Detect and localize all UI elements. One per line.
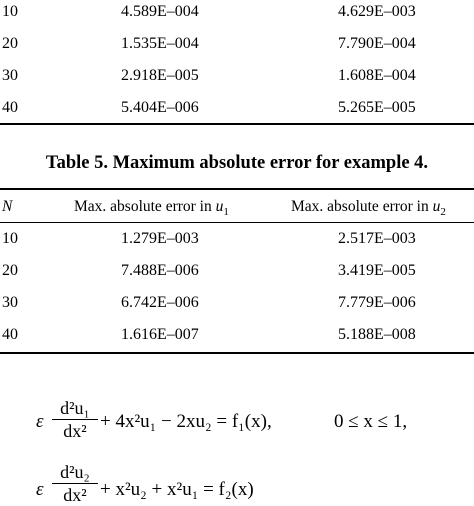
t4-r2-n: 20 [2,35,18,52]
t5-header-rule [0,222,474,223]
t4-r4-u1: 5.404E–006 [121,99,199,116]
eq1-epsilon: ε [36,411,44,432]
t4-r1-u1: 4.589E–004 [121,3,199,20]
t5-r2-u1: 7.488E–006 [121,262,199,279]
eq1-rest: + 4x²u₁ − 2xu₂ = f₁(x), [100,411,272,432]
t5-header-u2-text: Max. absolute error in [291,198,433,215]
eq1-fraction-bar [52,419,98,420]
t5-r4-u1: 1.616E–007 [121,326,199,343]
eq2-fraction-bar [52,483,98,484]
eq2-rest: + x²u₂ + x²u₁ = f₂(x) [100,479,254,500]
eq2-numerator: d²u₂ [60,462,90,482]
t4-bottom-rule [0,123,474,125]
t5-header-u1-sub: 1 [223,206,229,219]
t5-r1-u1: 1.279E–003 [121,230,199,247]
t4-r3-n: 30 [2,67,18,84]
t5-r3-u2: 7.779E–006 [338,294,416,311]
t4-r4-n: 40 [2,99,18,116]
t5-r2-n: 20 [2,262,18,279]
t4-r2-u1: 1.535E–004 [121,35,199,52]
eq2-epsilon: ε [36,479,44,500]
t4-r1-u2: 4.629E–003 [338,3,416,20]
eq1-denominator: dx² [63,421,87,442]
t4-r3-u2: 1.608E–004 [338,67,416,84]
t5-header-u1 [74,197,229,217]
eq2-denominator: dx² [63,485,87,506]
t5-r1-u2: 2.517E–003 [338,230,416,247]
t5-r4-n: 40 [2,326,18,343]
t5-header-u2-sub: 2 [440,206,446,219]
t5-header-n: N [2,198,13,215]
t4-r3-u1: 2.918E–005 [121,67,199,84]
t5-bottom-rule [0,352,474,354]
t4-r2-u2: 7.790E–004 [338,35,416,52]
t5-header-u1-var: u [215,198,224,215]
eq1-fraction [52,398,98,441]
t5-r3-u1: 6.742E–006 [121,294,199,311]
t4-r4-u2: 5.265E–005 [338,99,416,116]
eq1-condition: 0 ≤ x ≤ 1, [334,411,408,432]
t5-top-rule [0,188,474,190]
t5-r4-u2: 5.188E–008 [338,326,416,343]
t5-header-u2 [291,197,446,217]
eq2-fraction [52,462,98,505]
t5-r3-n: 30 [2,294,18,311]
table5-caption: Table 5. Maximum absolute error for example 4. [45,153,429,173]
eq1-numerator: d²u₁ [60,398,90,418]
t5-r1-n: 10 [2,230,18,247]
t4-r1-n: 10 [2,3,18,20]
t5-header-u1-text: Max. absolute error in [74,198,216,215]
t5-header-u2-var: u [432,198,441,215]
t5-r2-u2: 3.419E–005 [338,262,416,279]
